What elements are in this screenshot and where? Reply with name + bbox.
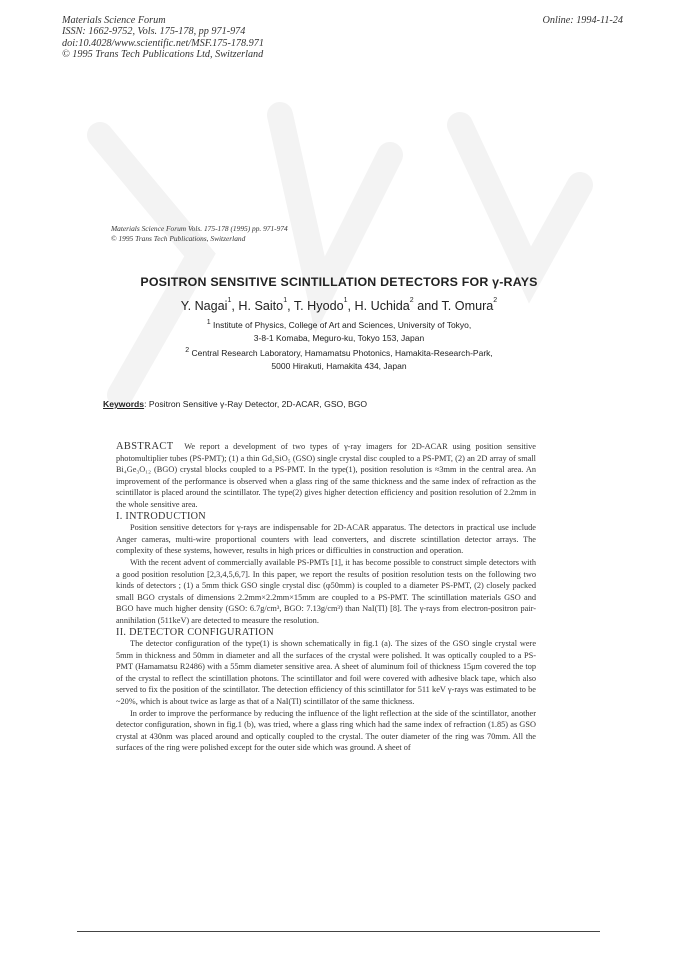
author: H. Uchida$^2$ (354, 297, 414, 313)
keywords: Keywords: Positron Sensitive γ-Ray Detector, 2D-ACAR, GSO, BGO (103, 399, 368, 409)
paragraph: With the recent advent of commercially available PS-PMTs [1], it has become possible to construct simple detectors with a good position resolution [2,3,4,5,6,7]. In this paper, we report the results of position resolution tests on the following two kinds of detectors ; (1) a 5mm thick GSO single crystal disc (φ50mm) is coupled to a diameter PS-PMT, (2) closely packed small BGO crystals of dimensions 2.2mm×2.2mm×15mm are coupled to a PS-PMT. The scintillation materials GSO and BGO have much higher density (GSO: 6.7g/cm³, BGO: 7.13g/cm³) than NaI(Tl) [8]. The γ-rays from electron-positron pair-annihilation (511keV) are detected to measure the resolution. (116, 557, 536, 625)
header-issn: ISSN: 1662-9752, Vols. 175-178, pp 971-974 (62, 26, 246, 38)
abstract-label: ABSTRACT (116, 441, 174, 452)
author: H. Saito$^1$ (238, 297, 288, 313)
paragraph: Position sensitive detectors for γ-rays are indispensable for 2D-ACAR apparatus. The detectors in practical use include Anger cameras, multi-wire proportional counters with lead converters, and discrete scintillation detector arrays. The complexity of these systems, however, results in high prices or difficulties in construction and operation. (116, 523, 536, 556)
abstract-text: We report a development of two types of γ-ray imagers for 2D-ACAR using position sensitive photomultiplier tubes (PS-PMT); (1) a thin Gd₂SiO₅ (GSO) single crystal disc coupled to a PS-PMT, (2) an 2D array of small Bi₄Ge₃O₁₂ (BGO) crystal blocks coupled to a PS-PMT. In the type(1), position resolution is ≈3mm in the central area. An improvement of the performance is observed when a glass ring of the same thickness and the same index of refraction as the scintillator is placed around the scintillator. The type(2) gives higher detection efficiency and position resolution of 2.2mm in the whole sensitive area. (116, 442, 536, 509)
paper-body (116, 441, 536, 754)
paragraph: In order to improve the performance by reducing the influence of the light reflection at the side of the scintillator, another detector configuration, shown in fig.1 (b), was tried, where a glass ring which had the same index of refraction (1.85) as GSO crystal at 430nm was placed around and optically coupled to the crystal. The outer diameter of the ring was 70mm. All the surfaces of the ring were polished except for the outer side which was ground. A sheet of (116, 708, 536, 753)
paragraph: The detector configuration of the type(1) is shown schematically in fig.1 (a). The sizes of the GSO single crystal were 5mm in thickness and 50mm in diameter and all the surfaces of the crystal were polished. It was optically coupled to a PS-PMT (Hamamatsu R2486) with a 55mm diameter sensitive area. A sheet of aluminum foil of thickness 15μm covered the top of the crystal to reflect the scintillation photons. The scintillator and foil were covered with adhesive black tape, which also served to fix the position of the scintillator. The detection efficiency of this scintillator for 511 keV γ-rays was estimated to be ~20%, which is about twice as large as that of a NaI(Tl) scintillator of the same thickness. (116, 639, 536, 707)
paper-title: POSITRON SENSITIVE SCINTILLATION DETECTORS FOR γ-RAYS (140, 275, 538, 289)
journal-ref-line1: Materials Science Forum Vols. 175-178 (1995) pp. 971-974 (111, 224, 288, 233)
online-date: Online: 1994-11-24 (542, 15, 623, 26)
header-copyright: © 1995 Trans Tech Publications Ltd, Switzerland (62, 49, 264, 61)
keywords-text: Positron Sensitive γ-Ray Detector, 2D-ACAR, GSO, BGO (148, 399, 368, 409)
author: T. Hyodo$^1$ (293, 297, 348, 313)
header-journal: Materials Science Forum (62, 15, 166, 26)
footer-rule (77, 931, 600, 932)
section-heading-detector-configuration: II. DETECTOR CONFIGURATION (116, 626, 274, 638)
affiliation-2: $^2$ Central Research Laboratory, Hamamatsu Photonics, Hamakita-Research-Park, 5000 Hirakuti, Hamakita 434, Japan (185, 347, 493, 371)
author: T. Omura$^2$ (441, 297, 498, 313)
affiliation-1: $^1$ Institute of Physics, College of Art and Sciences, University of Tokyo, 3-8-1 Komaba, Meguro-ku, Tokyo 153, Japan (206, 319, 472, 343)
author: Y. Nagai$^1$ (180, 297, 232, 313)
header-doi: doi:10.4028/www.scientific.net/MSF.175-178.971 (62, 37, 264, 49)
keywords-label: Keywords (103, 399, 145, 409)
journal-reference (111, 224, 288, 244)
abstract (116, 441, 536, 511)
journal-ref-line2: © 1995 Trans Tech Publications, Switzerland (111, 234, 246, 243)
author-list: Y. Nagai$^1$, H. Saito$^1$, T. Hyodo$^1$, H. Uchida$^2$ and T. Omura$^2$ (180, 297, 498, 313)
publication-header (62, 15, 264, 61)
section-heading-introduction: I. INTRODUCTION (116, 510, 206, 522)
